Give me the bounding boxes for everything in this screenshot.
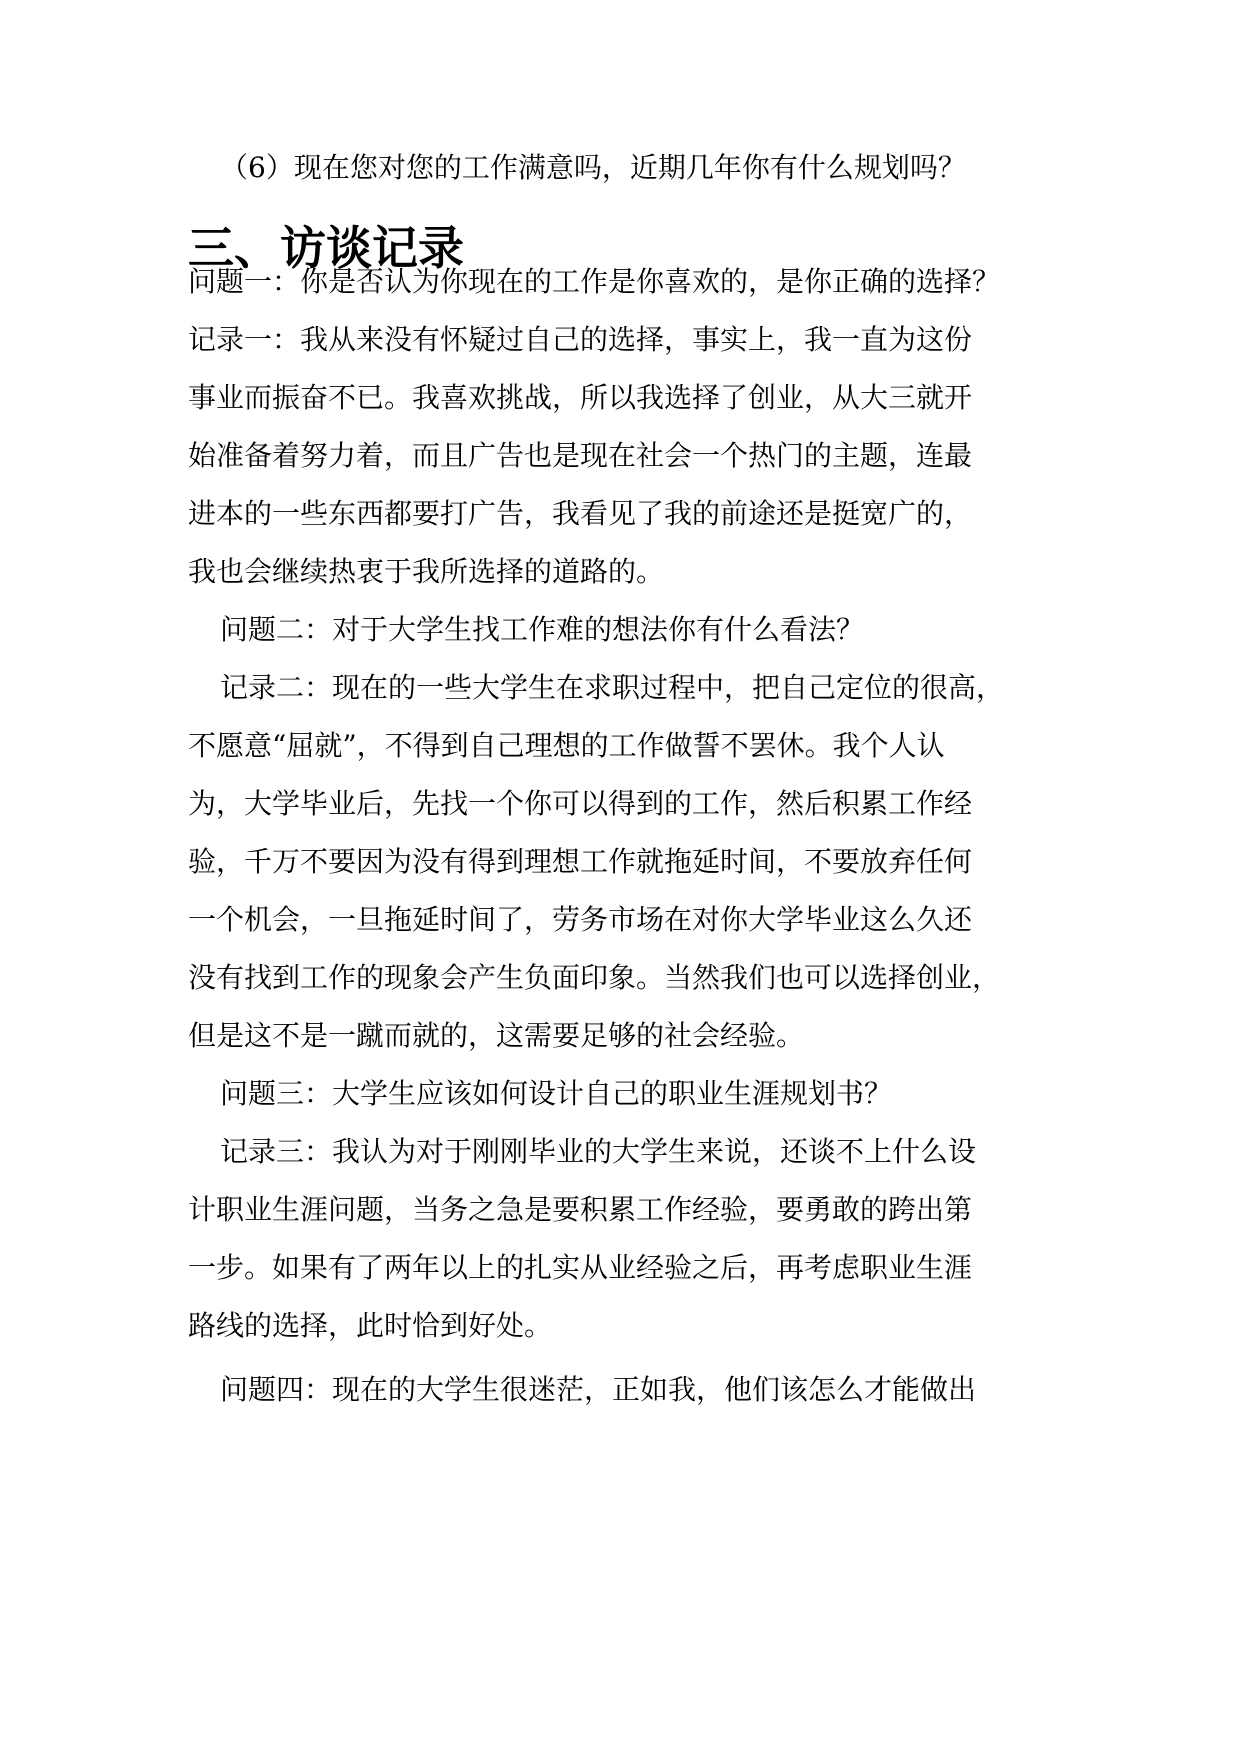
- question-1: 问题一：你是否认为你现在的工作是你喜欢的，是你正确的选择？: [188, 265, 1001, 298]
- question-3: 问题三：大学生应该如何设计自己的职业生涯规划书？: [220, 1077, 893, 1110]
- question-4: 问题四：现在的大学生很迷茫，正如我，他们该怎么才能做出: [220, 1373, 977, 1406]
- intro-question-6: （6）现在您对您的工作满意吗，近期几年你有什么规划吗？: [220, 151, 966, 184]
- answer-1-line: 进本的一些东西都要打广告，我看见了我的前途还是挺宽广的，: [188, 497, 973, 530]
- answer-3-line: 一步。如果有了两年以上的扎实从业经验之后，再考虑职业生涯: [188, 1251, 973, 1284]
- answer-2-line: 记录二：现在的一些大学生在求职过程中，把自己定位的很高，: [220, 671, 1005, 704]
- answer-3-line: 计职业生涯问题，当务之急是要积累工作经验，要勇敢的跨出第: [188, 1193, 973, 1226]
- answer-2-line: 没有找到工作的现象会产生负面印象。当然我们也可以选择创业，: [188, 961, 1001, 994]
- question-2: 问题二：对于大学生找工作难的想法你有什么看法？: [220, 613, 865, 646]
- answer-2-line: 不愿意“屈就”，不得到自己理想的工作做誓不罢休。我个人认: [188, 729, 945, 762]
- answer-2-line: 为，大学毕业后，先找一个你可以得到的工作，然后积累工作经: [188, 787, 973, 820]
- answer-1-line: 我也会继续热衷于我所选择的道路的。: [188, 555, 665, 588]
- section-heading: 三、访谈记录: [188, 221, 464, 275]
- answer-2-line: 一个机会，一旦拖延时间了，劳务市场在对你大学毕业这么久还: [188, 903, 973, 936]
- answer-1-line: 事业而振奋不已。我喜欢挑战，所以我选择了创业，从大三就开: [188, 381, 973, 414]
- answer-2-line: 验，千万不要因为没有得到理想工作就拖延时间，不要放弃任何: [188, 845, 973, 878]
- answer-2-line: 但是这不是一蹴而就的，这需要足够的社会经验。: [188, 1019, 805, 1052]
- answer-3-line: 记录三：我认为对于刚刚毕业的大学生来说，还谈不上什么设: [220, 1135, 977, 1168]
- answer-3-line: 路线的选择，此时恰到好处。: [188, 1309, 553, 1342]
- answer-1-line: 始准备着努力着，而且广告也是现在社会一个热门的主题，连最: [188, 439, 973, 472]
- answer-1-line: 记录一：我从来没有怀疑过自己的选择，事实上，我一直为这份: [188, 323, 973, 356]
